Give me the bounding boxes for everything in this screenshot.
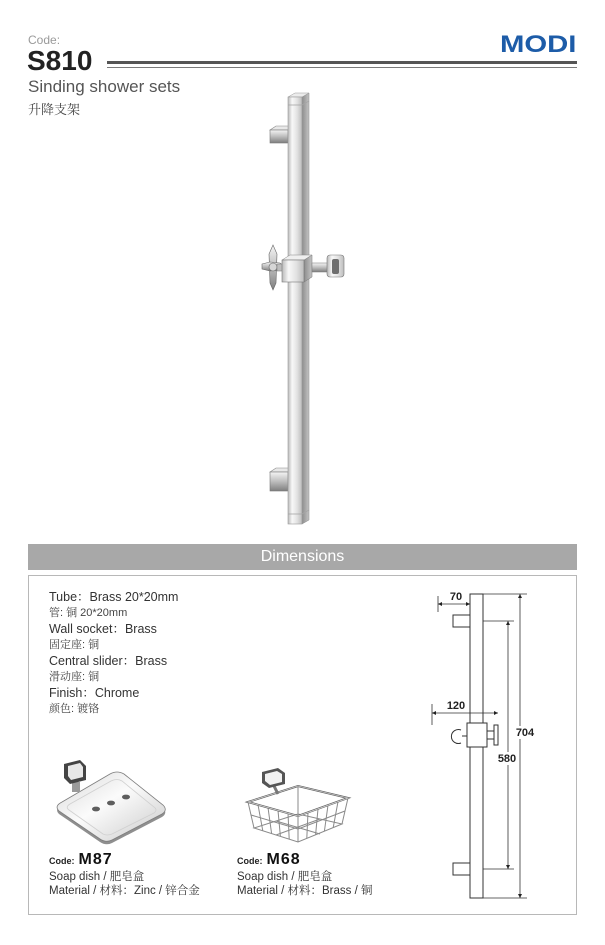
wire-basket-m68-image (240, 762, 355, 852)
drawing-outline (451, 594, 498, 898)
accessory-m87-code-line (49, 851, 200, 870)
spec-wall-socket-en: Wall socket：Brass (49, 622, 157, 636)
dimension-depth: 70 (449, 591, 463, 603)
dimension-total-length: 704 (515, 727, 535, 739)
accessory-m68-caption (237, 851, 372, 898)
product-title-en: Sinding shower sets (28, 77, 181, 96)
accessory-m87-caption (49, 851, 200, 898)
accessory-code: M68 (266, 851, 301, 868)
spec-tube-en: Tube：Brass 20*20mm (49, 590, 179, 604)
accessory-code-label: Code: (237, 856, 263, 866)
brand-logo: MODI (500, 31, 577, 58)
spec-tube-cn: 管: 铜 20*20mm (49, 607, 128, 619)
product-code-label: Code: (28, 33, 61, 47)
wall-bracket-top (270, 126, 290, 143)
product-code: S810 (27, 45, 93, 76)
soap-dish-m87-image (50, 752, 170, 847)
accessory-material: Material / 材料：Brass / 铜 (237, 885, 373, 897)
wall-bracket-bottom (270, 468, 290, 491)
accessory-code: M87 (78, 851, 113, 868)
slide-tube (288, 93, 309, 524)
accessory-material: Material / 材料：Zinc / 锌合金 (49, 885, 200, 897)
dimension-slider-reach: 120 (446, 700, 466, 712)
spec-wall-socket-cn: 固定座: 铜 (49, 639, 100, 651)
spec-finish-en: Finish：Chrome (49, 686, 140, 700)
header-rule-thin (107, 67, 577, 68)
accessory-m68-code-line (237, 851, 372, 870)
spec-central-slider-cn: 滑动座: 铜 (49, 671, 100, 683)
dimension-drawing (420, 585, 545, 905)
spec-list (49, 589, 178, 717)
header-rule-thick (107, 61, 577, 64)
product-title-cn: 升降支架 (28, 102, 81, 117)
spec-finish-cn: 颜色: 镀铬 (49, 703, 100, 715)
shower-slide-bar-image (250, 88, 360, 533)
dimension-socket-distance: 580 (497, 753, 517, 765)
accessory-name: Soap dish / 肥皂盒 (237, 871, 333, 883)
accessory-name: Soap dish / 肥皂盒 (49, 871, 145, 883)
section-title-dimensions: Dimensions (28, 544, 577, 570)
spec-central-slider-en: Central slider：Brass (49, 654, 168, 668)
accessory-code-label: Code: (49, 856, 75, 866)
